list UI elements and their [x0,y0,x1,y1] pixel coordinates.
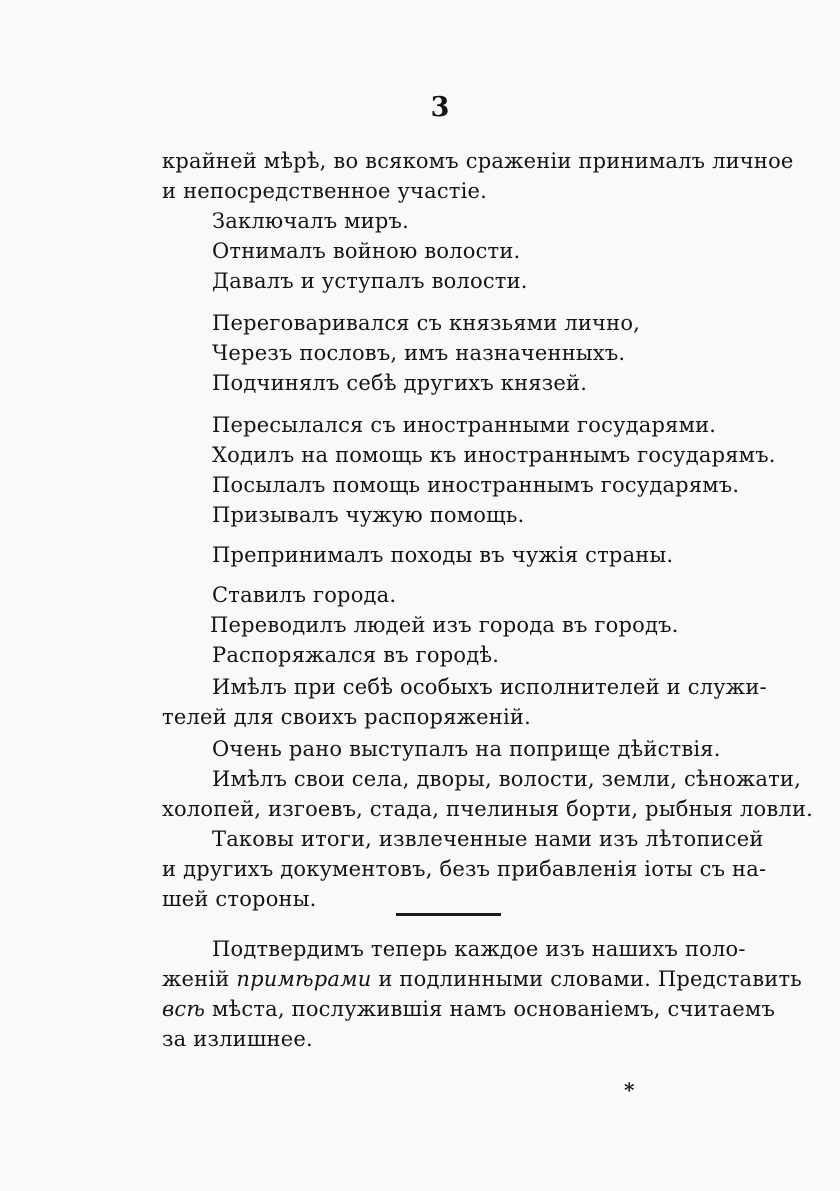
text-line: и непосредственное участіе. [162,179,488,203]
text-line: Переговаривался съ князьями лично, [212,311,641,335]
text-line: Распоряжался въ городѣ. [212,643,500,667]
text-line: Препринималъ походы въ чужія страны. [212,543,674,567]
text-line [162,966,802,992]
text-fragment: мѣста, послужившія намъ основаніемъ, считаемъ [205,997,776,1021]
text-line: Отнималъ войною волости. [212,239,521,263]
text-line: Черезъ пословъ, имъ назначенныхъ. [212,341,626,365]
text-line: Имѣлъ свои села, дворы, волости, земли, сѣножати, [212,767,801,791]
text-line: Переводилъ людей изъ города въ городъ. [210,613,679,637]
text-line: Заключалъ миръ. [212,209,409,233]
text-line: Подчинялъ себѣ другихъ князей. [212,371,588,395]
page-number: 3 [430,92,450,123]
text-line: холопей, изгоевъ, стада, пчелиныя борти, рыбныя ловли. [162,797,814,821]
section-divider [396,913,501,916]
text-line: Давалъ и уступалъ волости. [212,269,528,293]
text-line: Очень рано выступалъ на поприще дѣйствія. [212,737,721,761]
text-line: за излишнее. [162,1027,313,1051]
text-line: Посылалъ помощь иностраннымъ государямъ. [212,473,740,497]
text-fragment: женій [162,967,237,991]
signature-mark: * [624,1078,635,1102]
text-line: Призывалъ чужую помощь. [212,503,525,527]
text-line: Имѣлъ при себѣ особыхъ исполнителей и служи- [212,675,767,699]
text-line: шей стороны. [162,887,317,911]
text-fragment: и подлинными словами. Представить [371,967,802,991]
text-line: и другихъ документовъ, безъ прибавленія іоты съ на- [162,857,767,881]
text-line [162,996,776,1022]
text-line: Подтвердимъ теперь каждое изъ нашихъ поло- [212,937,746,961]
italic-emphasis: всѣ [162,997,206,1021]
text-line: телей для своихъ распоряженій. [162,705,531,729]
italic-emphasis: примѣрами [236,967,372,991]
text-line: Пересылался съ иностранными государями. [212,413,717,437]
text-line: крайней мѣрѣ, во всякомъ сраженіи принималъ личное [162,149,794,173]
text-line: Таковы итоги, извлеченные нами изъ лѣтописей [212,827,764,851]
text-line: Ходилъ на помощь къ иностраннымъ государямъ. [212,443,776,467]
text-line: Ставилъ города. [212,583,397,607]
